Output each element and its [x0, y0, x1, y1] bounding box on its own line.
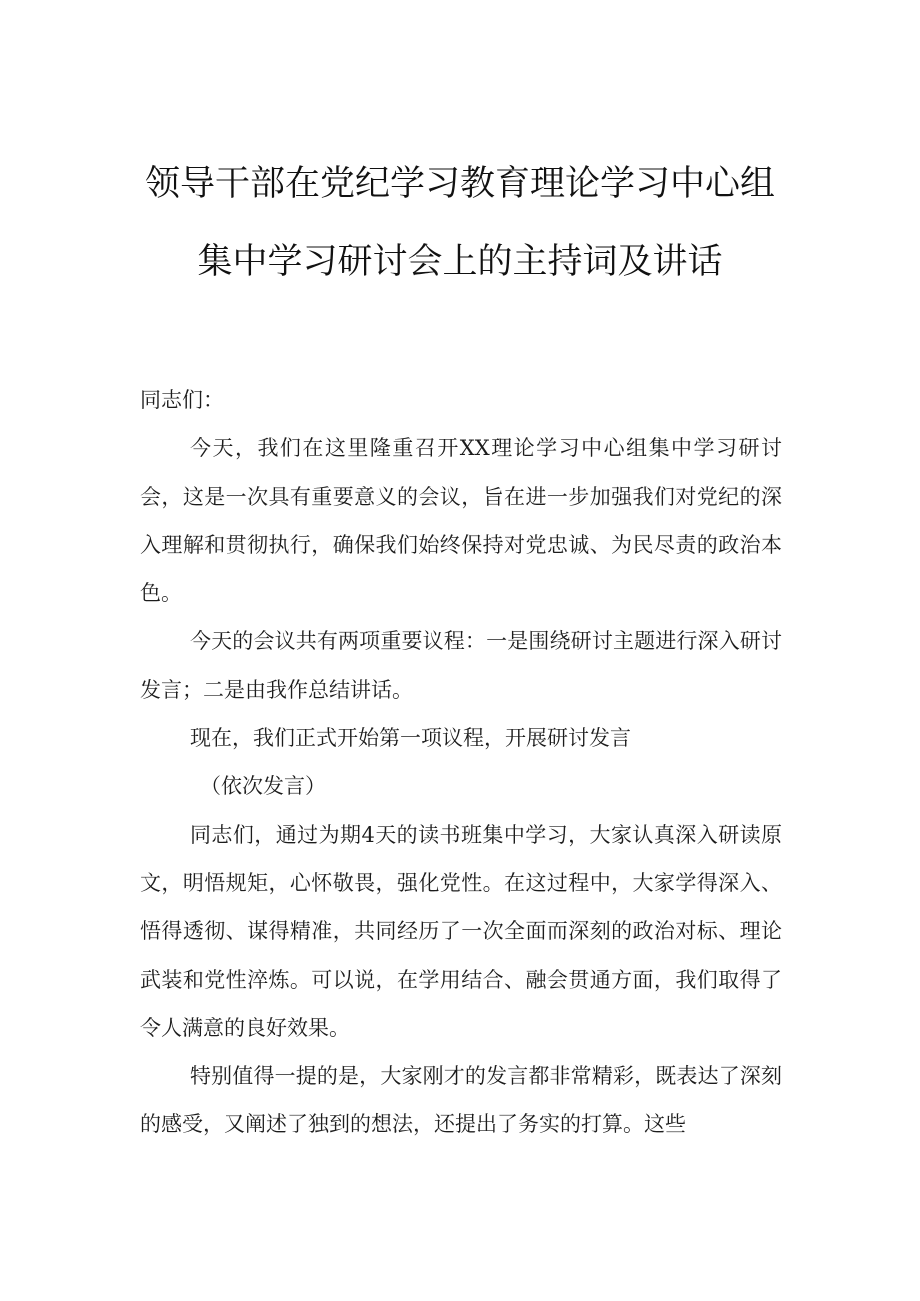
paragraph-agenda: 今天的会议共有两项重要议程：一是围绕研讨主题进行深入研讨发言；二是由我作总结讲话。 [140, 629, 782, 702]
document-title-line-2: 集中学习研讨会上的主持词及讲话 [197, 242, 723, 282]
salutation: 同志们： [140, 388, 224, 412]
paragraph-remarks: 特别值得一提的是，大家刚才的发言都非常精彩，既表达了深刻的感受，又阐述了独到的想法，还提出了务实的打算。这些 [140, 1064, 782, 1137]
paragraph-summary: 同志们，通过为期4天的读书班集中学习，大家认真深入研读原文，明悟规矩，心怀敬畏，强化党性。在这过程中，大家学得深入、悟得透彻、谋得精准，共同经历了一次全面而深刻的政治对标、理论武装和党性淬炼。可以说，在学用结合、融会贯通方面，我们取得了令人满意的良好效果。 [140, 822, 782, 1040]
paragraph-opening: 今天，我们在这里隆重召开XX理论学习中心组集中学习研讨会，这是一次具有重要意义的会议，旨在进一步加强我们对党纪的深入理解和贯彻执行，确保我们始终保持对党忠诚、为民尽责的政治本色。 [140, 436, 782, 606]
document-body [140, 376, 782, 1149]
paragraph-speaking-note: （依次发言） [200, 774, 326, 799]
paragraph-first-item: 现在，我们正式开始第一项议程，开展研讨发言 [190, 726, 631, 751]
document-title-line-1: 领导干部在党纪学习教育理论学习中心组 [144, 164, 775, 204]
